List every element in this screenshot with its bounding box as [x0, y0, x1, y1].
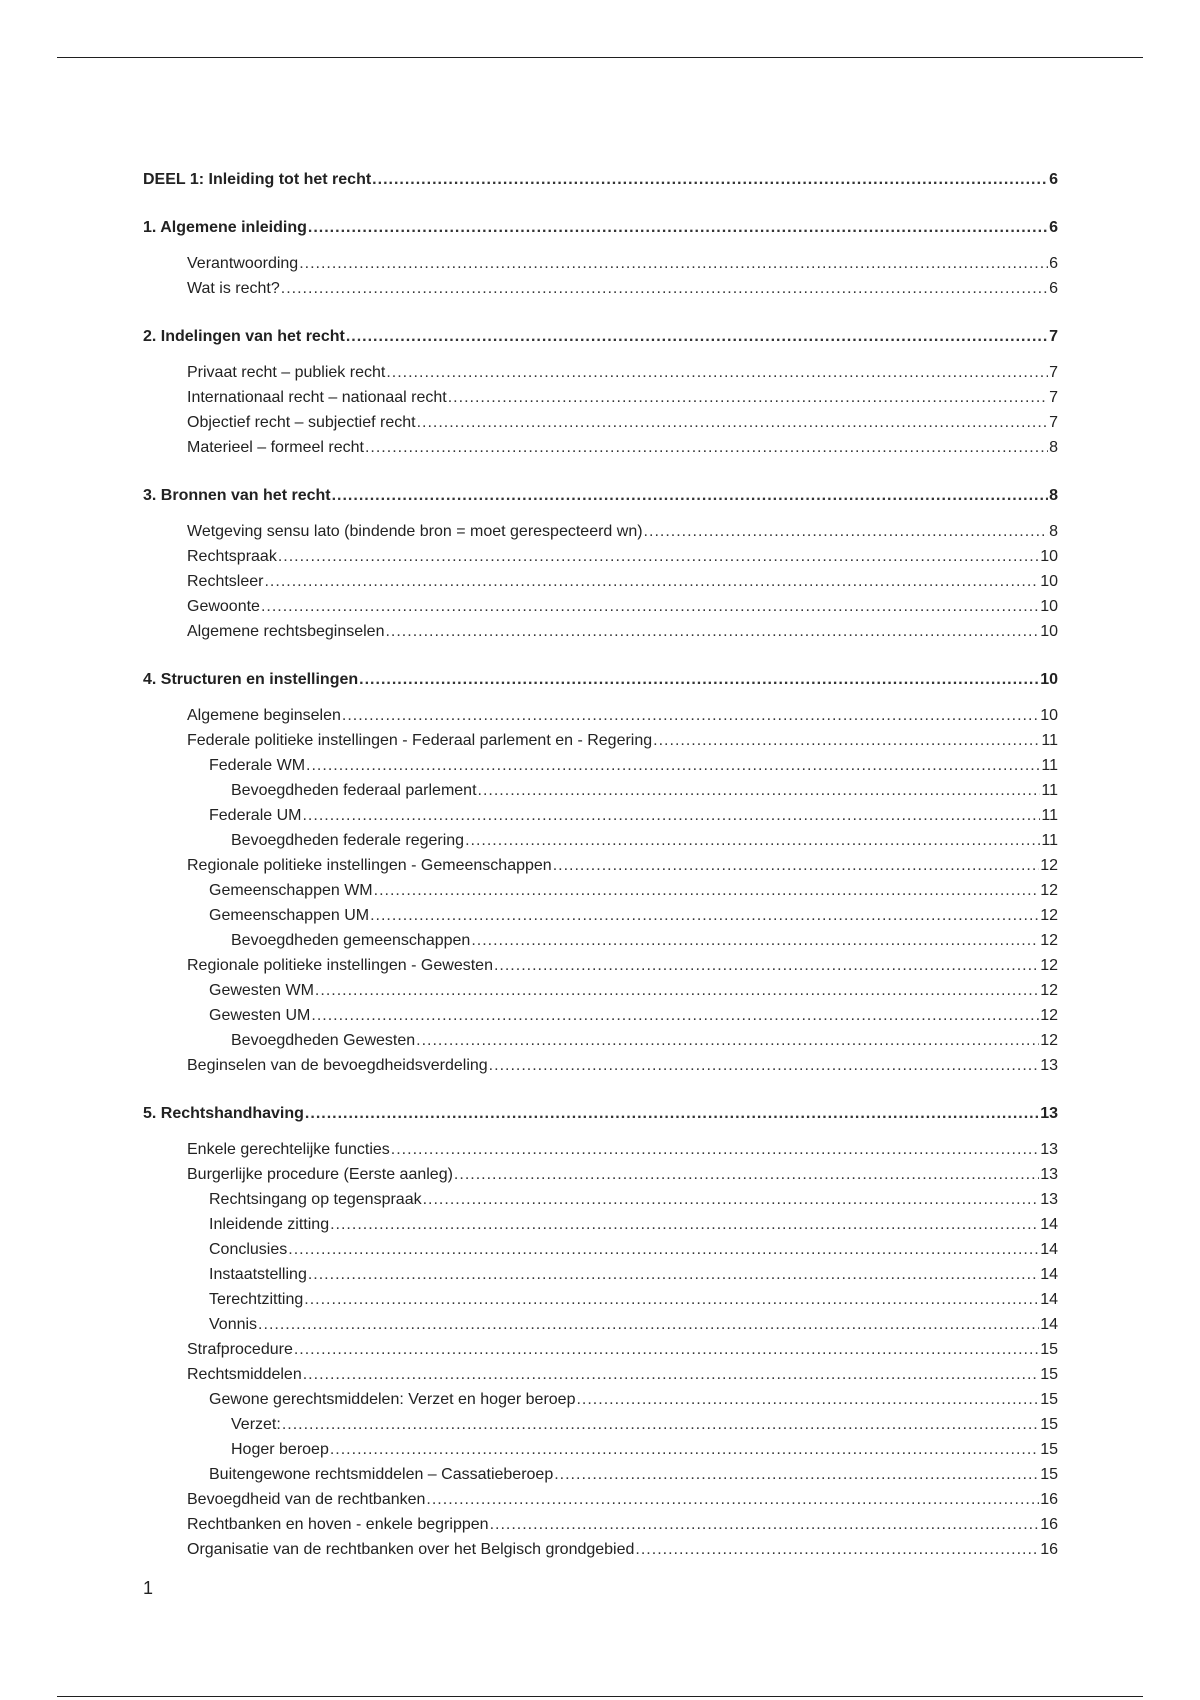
toc-entry[interactable] [231, 1415, 1058, 1435]
toc-dot-leader [471, 931, 1039, 951]
toc-entry[interactable] [187, 547, 1058, 567]
toc-entry-page: 6 [1049, 171, 1058, 188]
toc-entry-title: Wetgeving sensu lato (bindende bron = moet gerespecteerd wn) [187, 523, 643, 540]
toc-dot-leader [653, 731, 1040, 751]
toc-dot-leader [454, 1165, 1039, 1185]
toc-entry-title: Gewesten UM [209, 1007, 311, 1024]
toc-entry[interactable] [209, 1290, 1058, 1310]
toc-entry[interactable] [231, 781, 1058, 801]
toc-entry[interactable] [209, 806, 1058, 826]
toc-entry-title: Materieel – formeel recht [187, 439, 364, 456]
toc-entry[interactable] [231, 931, 1058, 951]
toc-entry-title: Enkele gerechtelijke functies [187, 1141, 390, 1158]
toc-entry-page: 15 [1040, 1466, 1058, 1483]
toc-dot-leader [346, 327, 1048, 347]
toc-entry-title: Rechtspraak [187, 548, 277, 565]
toc-entry-page: 10 [1040, 548, 1058, 565]
toc-dot-leader [303, 1365, 1039, 1385]
toc-entry[interactable] [143, 327, 1058, 347]
toc-dot-leader [386, 363, 1048, 383]
toc-dot-leader [465, 831, 1040, 851]
toc-entry[interactable] [187, 622, 1058, 642]
toc-entry[interactable] [209, 981, 1058, 1001]
toc-dot-leader [315, 981, 1039, 1001]
toc-entry-title: Terechtzitting [209, 1291, 304, 1308]
toc-entry-page: 12 [1040, 882, 1058, 899]
toc-dot-leader [391, 1140, 1039, 1160]
toc-entry-page: 8 [1049, 523, 1058, 540]
toc-dot-leader [426, 1490, 1039, 1510]
toc-entry-page: 6 [1049, 280, 1058, 297]
toc-entry-page: 7 [1049, 389, 1058, 406]
toc-dot-leader [261, 597, 1039, 617]
toc-entry-page: 15 [1040, 1341, 1058, 1358]
toc-entry-title: Federale UM [209, 807, 302, 824]
toc-entry[interactable] [209, 1240, 1058, 1260]
toc-entry[interactable] [187, 597, 1058, 617]
toc-entry-page: 15 [1040, 1391, 1058, 1408]
toc-entry-title: Hoger beroep [231, 1441, 329, 1458]
toc-dot-leader [494, 956, 1039, 976]
toc-entry-title: Rechtbanken en hoven - enkele begrippen [187, 1516, 489, 1533]
toc-entry-page: 13 [1040, 1057, 1058, 1074]
toc-entry-page: 11 [1041, 757, 1058, 774]
toc-entry[interactable] [187, 413, 1058, 433]
toc-entry-title: Wat is recht? [187, 280, 280, 297]
toc-entry-title: Federale politieke instellingen - Federaal parlement en - Regering [187, 732, 653, 749]
toc-entry-title: Privaat recht – publiek recht [187, 364, 386, 381]
toc-dot-leader [330, 1215, 1039, 1235]
toc-entry-page: 13 [1040, 1141, 1058, 1158]
toc-entry-page: 7 [1049, 328, 1058, 345]
toc-dot-leader [278, 547, 1039, 567]
toc-entry-page: 6 [1049, 219, 1058, 236]
toc-entry[interactable] [209, 1315, 1058, 1335]
toc-entry-title: Gemeenschappen UM [209, 907, 370, 924]
toc-entry-title: DEEL 1: Inleiding tot het recht [143, 171, 372, 188]
toc-entry-page: 10 [1040, 598, 1058, 615]
toc-entry-page: 11 [1041, 732, 1058, 749]
toc-entry[interactable] [143, 218, 1058, 238]
toc-entry-title: 4. Structuren en instellingen [143, 671, 359, 688]
toc-entry-page: 12 [1040, 932, 1058, 949]
toc-dot-leader [365, 438, 1048, 458]
toc-dot-leader [644, 522, 1049, 542]
toc-entry-page: 13 [1040, 1166, 1058, 1183]
toc-entry-title: Regionale politieke instellingen - Gemeenschappen [187, 857, 552, 874]
toc-entry[interactable] [209, 1390, 1058, 1410]
toc-dot-leader [385, 622, 1039, 642]
toc-entry-title: Federale WM [209, 757, 306, 774]
toc-entry-title: Bevoegdheden Gewesten [231, 1032, 416, 1049]
toc-dot-leader [478, 781, 1041, 801]
toc-dot-leader [306, 756, 1040, 776]
toc-entry-title: 1. Algemene inleiding [143, 219, 307, 236]
toc-entry[interactable] [187, 254, 1058, 274]
toc-entry-page: 15 [1040, 1441, 1058, 1458]
toc-entry-page: 16 [1040, 1491, 1058, 1508]
toc-entry-page: 12 [1040, 1007, 1058, 1024]
toc-entry-title: Beginselen van de bevoegdheidsverdeling [187, 1057, 488, 1074]
toc-entry-page: 10 [1040, 671, 1058, 688]
toc-dot-leader [282, 1415, 1039, 1435]
toc-entry-page: 14 [1040, 1241, 1058, 1258]
toc-entry[interactable] [187, 388, 1058, 408]
toc-entry-title: Inleidende zitting [209, 1216, 330, 1233]
toc-entry-title: Rechtsleer [187, 573, 264, 590]
toc-entry-page: 12 [1040, 1032, 1058, 1049]
toc-entry-title: Regionale politieke instellingen - Gewesten [187, 957, 493, 974]
toc-dot-leader [258, 1315, 1039, 1335]
toc-entry[interactable] [187, 1515, 1058, 1535]
toc-entry-page: 14 [1040, 1216, 1058, 1233]
toc-entry[interactable] [209, 1190, 1058, 1210]
toc-entry[interactable] [209, 881, 1058, 901]
toc-entry-page: 16 [1040, 1516, 1058, 1533]
toc-dot-leader [490, 1515, 1040, 1535]
toc-entry[interactable] [143, 486, 1058, 506]
toc-entry[interactable] [143, 670, 1058, 690]
toc-entry-title: Rechtsingang op tegenspraak [209, 1191, 422, 1208]
toc-entry-page: 7 [1049, 364, 1058, 381]
toc-entry-title: Verantwoording [187, 255, 299, 272]
toc-dot-leader [304, 1290, 1039, 1310]
toc-entry[interactable] [209, 756, 1058, 776]
toc-dot-leader [359, 670, 1039, 690]
toc-entry-title: Verzet: [231, 1416, 281, 1433]
toc-entry-page: 15 [1040, 1416, 1058, 1433]
toc-dot-leader [417, 413, 1049, 433]
toc-entry-title: Rechtsmiddelen [187, 1366, 302, 1383]
toc-entry-title: Organisatie van de rechtbanken over het Belgisch grondgebied [187, 1541, 635, 1558]
toc-dot-leader [311, 1006, 1039, 1026]
toc-entry-title: Bevoegdheden federale regering [231, 832, 465, 849]
toc-entry[interactable] [187, 572, 1058, 592]
toc-entry-title: Algemene rechtsbeginselen [187, 623, 385, 640]
toc-entry-title: Burgerlijke procedure (Eerste aanleg) [187, 1166, 453, 1183]
toc-dot-leader [264, 572, 1039, 592]
toc-entry[interactable] [187, 706, 1058, 726]
toc-entry-title: Vonnis [209, 1316, 258, 1333]
toc-entry[interactable] [187, 1140, 1058, 1160]
toc-dot-leader [553, 856, 1040, 876]
page-number: 1 [143, 1578, 154, 1598]
toc-dot-leader [342, 706, 1039, 726]
toc-entry-page: 12 [1040, 982, 1058, 999]
toc-entry[interactable] [187, 363, 1058, 383]
toc-dot-leader [576, 1390, 1039, 1410]
toc-dot-leader [305, 1104, 1039, 1124]
toc-entry[interactable] [209, 1265, 1058, 1285]
toc-entry[interactable] [187, 1056, 1058, 1076]
toc-entry-title: Strafprocedure [187, 1341, 293, 1358]
toc-entry[interactable] [187, 1490, 1058, 1510]
toc-entry-title: Internationaal recht – nationaal recht [187, 389, 447, 406]
toc-entry[interactable] [143, 1104, 1058, 1124]
toc-entry-page: 14 [1040, 1266, 1058, 1283]
toc-entry-page: 10 [1040, 623, 1058, 640]
toc-entry-page: 11 [1041, 807, 1058, 824]
toc-entry-title: Bevoegdheid van de rechtbanken [187, 1491, 426, 1508]
toc-entry-title: Instaatstelling [209, 1266, 307, 1283]
toc-entry-page: 16 [1040, 1541, 1058, 1558]
toc-entry[interactable] [187, 1165, 1058, 1185]
toc-dot-leader [372, 170, 1048, 190]
toc-entry[interactable] [231, 1031, 1058, 1051]
toc-dot-leader [489, 1056, 1040, 1076]
toc-entry[interactable] [187, 856, 1058, 876]
toc-entry-page: 12 [1040, 957, 1058, 974]
toc-entry-title: 5. Rechtshandhaving [143, 1105, 304, 1122]
toc-entry-title: Conclusies [209, 1241, 288, 1258]
toc-entry[interactable] [187, 522, 1058, 542]
toc-dot-leader [281, 279, 1048, 299]
toc-entry[interactable] [187, 956, 1058, 976]
toc-dot-leader [374, 881, 1040, 901]
toc-dot-leader [288, 1240, 1039, 1260]
toc-dot-leader [302, 806, 1040, 826]
toc-entry-page: 10 [1040, 573, 1058, 590]
toc-entry-page: 12 [1040, 857, 1058, 874]
toc-dot-leader [308, 218, 1048, 238]
toc-entry[interactable] [187, 279, 1058, 299]
toc-entry[interactable] [143, 170, 1058, 190]
toc-dot-leader [423, 1190, 1040, 1210]
toc-entry-title: Algemene beginselen [187, 707, 341, 724]
toc-dot-leader [330, 1440, 1039, 1460]
toc-entry-page: 11 [1041, 782, 1058, 799]
toc-dot-leader [416, 1031, 1039, 1051]
toc-dot-leader [448, 388, 1048, 408]
toc-entry-title: Bevoegdheden federaal parlement [231, 782, 477, 799]
toc-entry-page: 7 [1049, 414, 1058, 431]
footer-rule [57, 1696, 1143, 1697]
toc-entry[interactable] [187, 1540, 1058, 1560]
toc-entry-title: Buitengewone rechtsmiddelen – Cassatieberoep [209, 1466, 554, 1483]
toc-entry-title: Gemeenschappen WM [209, 882, 373, 899]
toc-entry-page: 14 [1040, 1291, 1058, 1308]
toc-entry-page: 15 [1040, 1366, 1058, 1383]
toc-entry[interactable] [231, 1440, 1058, 1460]
toc-entry[interactable] [209, 906, 1058, 926]
toc-dot-leader [308, 1265, 1039, 1285]
toc-entry-page: 12 [1040, 907, 1058, 924]
toc-entry-page: 8 [1049, 487, 1058, 504]
toc-dot-leader [332, 486, 1049, 506]
toc-entry-page: 6 [1049, 255, 1058, 272]
toc-entry-title: Bevoegdheden gemeenschappen [231, 932, 471, 949]
toc-entry[interactable] [209, 1465, 1058, 1485]
toc-entry-title: Objectief recht – subjectief recht [187, 414, 416, 431]
toc-entry[interactable] [231, 831, 1058, 851]
toc-entry[interactable] [187, 731, 1058, 751]
toc-entry[interactable] [209, 1215, 1058, 1235]
toc-entry[interactable] [187, 438, 1058, 458]
toc-dot-leader [370, 906, 1039, 926]
toc-entry-page: 13 [1040, 1191, 1058, 1208]
toc-entry-page: 14 [1040, 1316, 1058, 1333]
toc-dot-leader [554, 1465, 1039, 1485]
toc-entry-title: 2. Indelingen van het recht [143, 328, 345, 345]
toc-dot-leader [635, 1540, 1039, 1560]
toc-entry-title: Gewesten WM [209, 982, 314, 999]
toc-entry-page: 10 [1040, 707, 1058, 724]
toc-entry-title: 3. Bronnen van het recht [143, 487, 331, 504]
toc-entry[interactable] [209, 1006, 1058, 1026]
toc-dot-leader [299, 254, 1048, 274]
toc-entry-page: 8 [1049, 439, 1058, 456]
toc-entry-page: 11 [1041, 832, 1058, 849]
toc-entry-title: Gewone gerechtsmiddelen: Verzet en hoger beroep [209, 1391, 576, 1408]
toc-entry-title: Gewoonte [187, 598, 260, 615]
toc-dot-leader [294, 1340, 1039, 1360]
toc-entry[interactable] [187, 1340, 1058, 1360]
toc-entry-page: 13 [1040, 1105, 1058, 1122]
toc-entry[interactable] [187, 1365, 1058, 1385]
